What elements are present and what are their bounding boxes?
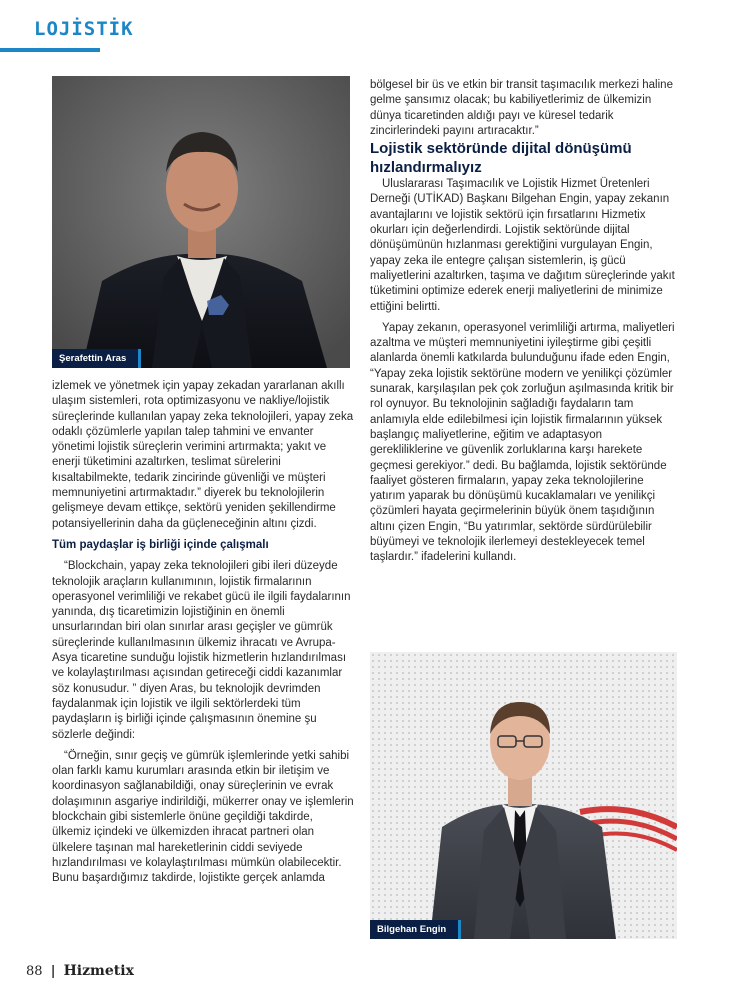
portrait-photo-bottom [370,652,677,939]
section-label: LOJİSTİK [34,18,134,40]
page-header [0,0,741,60]
photo-caption-bottom: Bilgehan Engin [370,920,461,939]
left-paragraph-2: “Blockchain, yapay zeka teknolojileri gibi ileri düzeyde teknolojik araçların kullanımının, lojistik firmalarının operasyonel verimliliği ve rekabet gücü ile ilgili faydalarının yanında, dış ticaretimizin lojistiğinin en önemli unsurlarından biri olan sınırlar arası geçişler ve gümrük süreçlerinde kullanılmasının ülkemiz ihracatı ve Avrupa-Asya ticaretine sunduğu lojistik hizmetlerin hızlandırılması ve kolaylaştırılması açısından getireceği ciddi kazanımlar söz konusudur. ” diyen Aras, bu teknolojik devrimden faydalanmak için lojistik ve ilgili sektörlerdeki tüm paydaşların iş birliği içinde çalışmasının önemine şu sözlerle değindi: [52,560,351,741]
left-subheading: Tüm paydaşlar iş birliği içinde çalışmalı [52,538,269,551]
portrait-illustration-2 [370,652,677,939]
page-footer [26,963,134,979]
right-column [370,78,677,566]
left-paragraph-3: “Örneğin, sınır geçiş ve gümrük işlemlerinde yetki sahibi olan farklı kamu kurumları arasında etkin bir iletişim ve koordinasyon sağlanabildiği, onay süreçlerinin ve evrak dolaşımının asgariye indirildiği, mükerrer onay ve işlemlerin blockchain gibi sistemlerle önüne geçildiği takdirde, ülkemiz içindeki ve ülkemizden ihracat partneri olan ülkelere taşınan mal hareketlerinin ciddi seviyede hızlandırılması ve kolaylaştırılması mümkün olabilecektir. Bunu başardığımız takdirde, lojistikte gerçek anlamda [52,749,354,885]
magazine-brand: Hizmetix [63,963,134,979]
header-rule [0,48,100,52]
portrait-illustration [52,76,350,368]
left-column [52,379,354,887]
right-paragraph-3: Yapay zekanın, operasyonel verimliliği artırma, maliyetleri azaltma ve müşteri memnuniyetini iyileştirme gibi çeşitli alanlarda önemli katkılarda bulunduğunu ifade eden Engin, “Yapay zeka lojistik sektörüne modern ve yenilikçi çözümler sunarak, karşılaşılan pek çok zorluğun aşılmasında kritik bir rol oynuyor. Bu teknolojinin sağladığı faydaların tam anlamıyla elde edilebilmesi için lojistik firmalarının yüksek başlangıç maliyetlerine, eğitim ve adaptasyon gerekliliklerine ve güvenlik zorluklarına karşı harekete geçmesi gerekiyor.” dedi. Bu bağlamda, lojistik sektöründe faaliyet gösteren firmaların, yapay zeka teknolojilerine yatırım yaparak bu dönüşümü kucaklamaları ve yenilikçi çözümleri hayata geçirmelerinin büyük önem taşıdığının altını çizen Engin, “Bu yatırımlar, sektörde sürdürülebilir büyümeyi ve teknolojik ilerlemeyi destekleyecek temel taşlardır.” ifadelerini kullandı. [370,321,675,564]
right-paragraph-2: Uluslararası Taşımacılık ve Lojistik Hizmet Üretenleri Derneği (UTİKAD) Başkanı Bilgehan Engin, yapay zekanın avantajlarını ve lojistik sektörü için fırsatlarını Hizmetix okurları için değerlendirdi. Lojistik sektöründe dijital dönüşümünün hızlanması gerektiğini vurgulayan Engin, yapay zeka ile entegre çalışan sistemlerin, iş gücü maliyetlerini azaltırken, taşıma ve dağıtım süreçlerinde yakıt tüketimini optimize ederek enerji maliyetlerini de minimize ettiğini belirtti. [370,178,675,313]
footer-separator: | [50,964,56,979]
right-paragraph-1: bölgesel bir üs ve etkin bir transit taşımacılık merkezi haline gelme şansımız olacak; bu kabiliyetlerimiz de ülkemizin dünya ticaretinden aldığı payı ve küresel tedarik zincirlerindeki payını artıracaktır.” [370,79,673,137]
right-heading: Lojistik sektöründe dijital dönüşümü hızlandırmalıyız [370,140,632,177]
portrait-photo-top [52,76,350,368]
page-number: 88 [26,964,43,979]
left-paragraph-1: izlemek ve yönetmek için yapay zekadan yararlanan akıllı ulaşım sistemleri, rota optimizasyonu ve nakliye/lojistik süreçlerinde kullanılan yapay zeka teknolojileri, yapay zeka odaklı çözümlerle yapılan talep tahmini ve envanter yönetimi lojistik süreçlerin verimini artırmakta; yakıt ve enerji tüketimini azaltırken, teslimat sürelerini kısaltabilmekte, tedarik zincirinde güvenliği ve müşteri memnuniyetini artırmaktadır.” diyerek bu teknolojilerin gelişmeye devam ettikçe, sektörü yeniden şekillendirme potansiyellerinin daha da güçleneceğinin altını çizdi. [52,380,354,530]
photo-caption-top: Şerafettin Aras [52,349,141,368]
